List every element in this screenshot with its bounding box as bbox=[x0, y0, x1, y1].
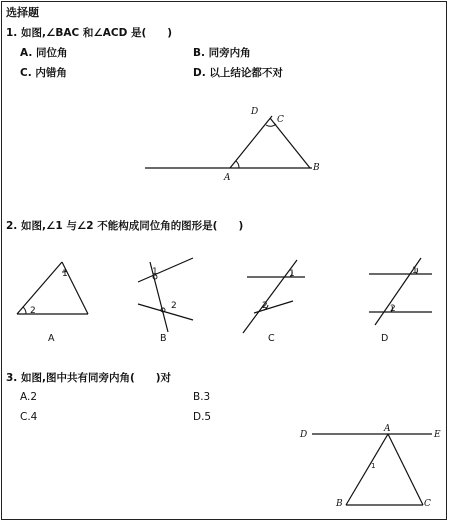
q3-label-d: D bbox=[300, 430, 308, 440]
q2a-angle1: 1 bbox=[62, 269, 68, 279]
q1-option-c: C. 内错角 bbox=[20, 67, 67, 79]
section-heading: 选择题 bbox=[6, 6, 39, 19]
q1-stem: 1. 如图,∠BAC 和∠ACD 是( ) bbox=[6, 27, 173, 39]
q1-option-d: D. 以上结论都不对 bbox=[193, 67, 283, 79]
q1-label-d: D bbox=[251, 107, 259, 117]
q1-option-a: A. 同位角 bbox=[20, 47, 68, 59]
q2-caption-c: C bbox=[268, 333, 275, 344]
q2-caption-a: A bbox=[48, 333, 55, 344]
q2d-angle2: 2 bbox=[390, 304, 396, 314]
q2a-angle2: 2 bbox=[30, 306, 36, 316]
q1-option-b: B. 同旁内角 bbox=[193, 47, 251, 59]
q3-angle-1: 1 bbox=[371, 462, 376, 470]
q3-option-a: A.2 bbox=[20, 391, 38, 403]
q2c-angle2: 2 bbox=[262, 301, 268, 311]
q2c-angle1: 1 bbox=[289, 269, 295, 279]
q2d-angle1: 1 bbox=[412, 266, 418, 276]
q2-caption-d: D bbox=[381, 333, 389, 344]
q2-stem: 2. 如图,∠1 与∠2 不能构成同位角的图形是( ) bbox=[6, 220, 244, 232]
q2b-angle2: 2 bbox=[171, 301, 177, 311]
q3-line-ac bbox=[388, 434, 423, 505]
q3-option-b: B.3 bbox=[193, 391, 211, 403]
q3-label-c: C bbox=[424, 499, 431, 509]
q3-option-c: C.4 bbox=[20, 411, 38, 423]
q1-label-a: A bbox=[224, 173, 231, 183]
q1-label-c: C bbox=[277, 115, 284, 125]
q3-label-e: E bbox=[434, 430, 441, 440]
q3-stem: 3. 如图,图中共有同旁内角( )对 bbox=[6, 372, 172, 384]
q3-line-ab bbox=[346, 434, 388, 505]
q3-label-a: A bbox=[384, 424, 391, 434]
q1-label-b: B bbox=[313, 163, 320, 173]
q3-option-d: D.5 bbox=[193, 411, 212, 423]
q2-caption-b: B bbox=[160, 333, 167, 344]
q3-label-b: B bbox=[336, 499, 343, 509]
q2b-angle1: 1 bbox=[152, 267, 158, 277]
